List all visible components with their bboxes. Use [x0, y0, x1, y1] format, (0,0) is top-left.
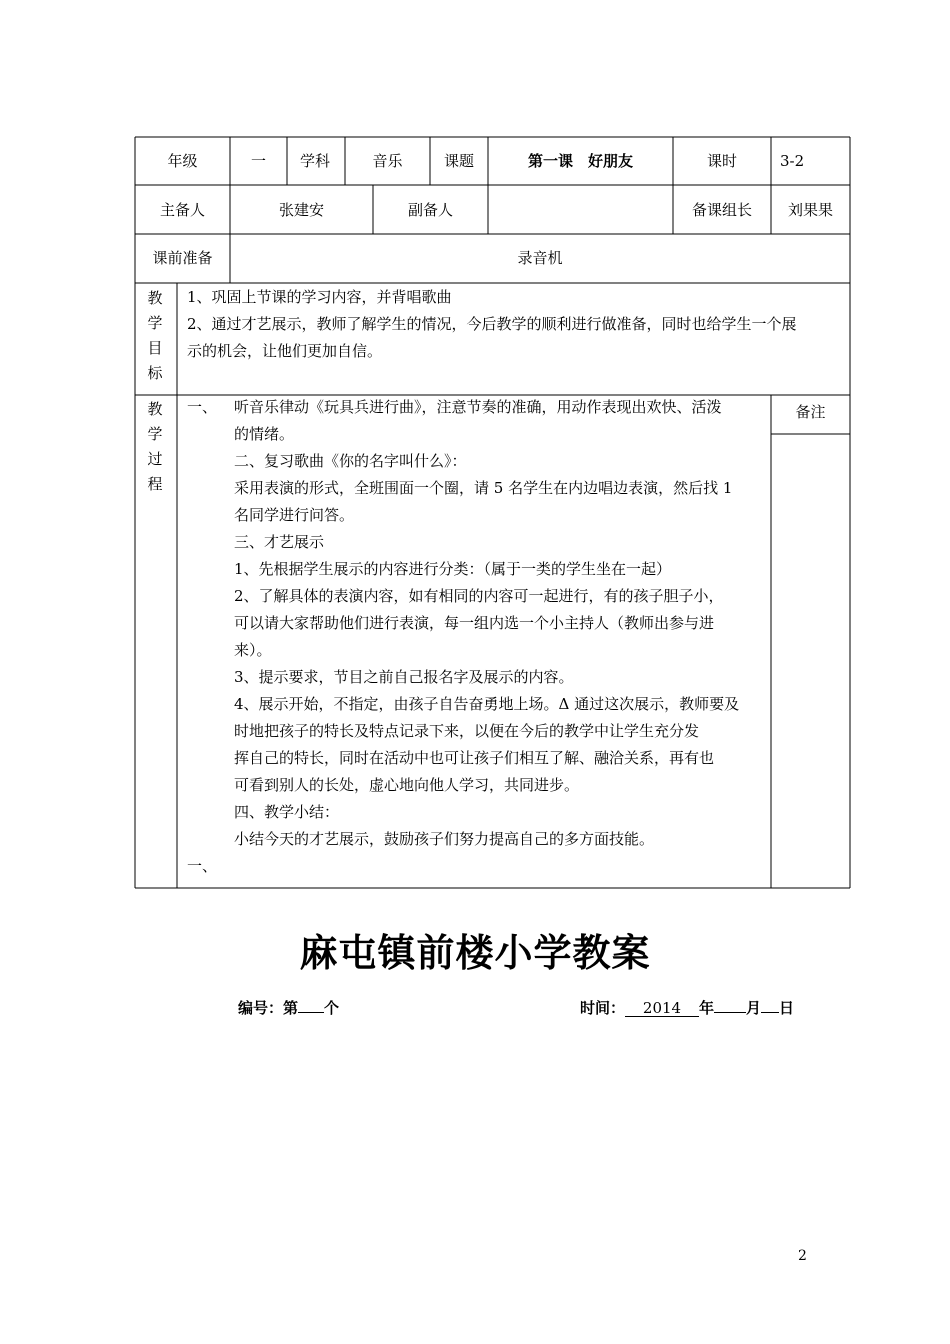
remarks-label: 备注: [795, 403, 826, 421]
topic-value: 第一课 好朋友: [527, 152, 633, 170]
group-leader-label: 备课组长: [691, 201, 752, 219]
document-title: 麻屯镇前楼小学教案: [299, 931, 651, 975]
goals-line: 1、巩固上节课的学习内容，并背唱歌曲: [187, 288, 452, 306]
process-label-char: 过: [147, 450, 163, 468]
year-value: 2014: [625, 999, 699, 1017]
month-unit: 月: [746, 999, 762, 1017]
preparation-label: 课前准备: [152, 249, 213, 267]
month-blank: [714, 995, 746, 1013]
goals-label-char: 目: [147, 339, 163, 357]
process-line: [187, 394, 767, 421]
process-line: 来）。: [234, 641, 272, 659]
number-suffix: 个: [324, 999, 340, 1017]
subject-value: 音乐: [372, 152, 403, 170]
process-line: 1、先根据学生展示的内容进行分类：（属于一类的学生坐在一起）: [234, 560, 672, 578]
process-line: 小结今天的才艺展示，鼓励孩子们努力提高自己的多方面技能。: [234, 830, 655, 848]
group-leader-value: 刘果果: [787, 201, 833, 219]
goals-label-char: 标: [147, 364, 163, 382]
goals-line: 2、通过才艺展示，教师了解学生的情况，今后教学的顺利进行做准备，同时也给学生一个展: [187, 315, 797, 333]
process-line: 采用表演的形式，全班围面一个圈，请 5 名学生在内边唱边表演，然后找 1: [234, 479, 733, 497]
process-label-char: 学: [147, 425, 163, 443]
process-line: 的情绪。: [234, 425, 295, 443]
goals-label: [145, 286, 165, 386]
preparation-value: 录音机: [517, 249, 563, 267]
day-blank: [761, 995, 779, 1013]
subject-label: 学科: [300, 152, 331, 170]
deputy-preparer-label: 副备人: [407, 201, 453, 219]
process-first-text: 听音乐律动《玩具兵进行曲》，注意节奏的准确，用动作表现出欢快、活泼: [234, 398, 722, 416]
document-number: [238, 995, 339, 1018]
day-unit: 日: [779, 999, 795, 1017]
goals-content: [187, 284, 847, 365]
process-last-marker: 一、: [187, 857, 218, 875]
process-line: 3、提示要求，节目之前自己报名字及展示的内容。: [234, 668, 574, 686]
process-label-char: 教: [147, 400, 163, 418]
process-first-marker: 一、: [187, 398, 218, 416]
process-label-char: 程: [147, 475, 163, 493]
process-line: 4、展示开始，不指定，由孩子自告奋勇地上场。Δ 通过这次展示，教师要及: [234, 695, 740, 713]
period-value: 3-2: [780, 152, 805, 170]
goals-label-char: 教: [147, 289, 163, 307]
process-line: 四、教学小结：: [234, 803, 340, 821]
goals-line: 示的机会，让他们更加自信。: [187, 342, 383, 360]
process-line: 三、才艺展示: [234, 533, 325, 551]
process-line: 2、了解具体的表演内容，如有相同的内容可一起进行，有的孩子胆子小，: [234, 587, 724, 605]
main-preparer-label: 主备人: [159, 201, 205, 219]
process-line: 可看到别人的长处，虚心地向他人学习，共同进步。: [234, 776, 580, 794]
main-preparer-value: 张建安: [278, 201, 324, 219]
period-label: 课时: [706, 152, 737, 170]
process-label: [145, 397, 165, 497]
topic-label: 课题: [443, 152, 474, 170]
document-date: [580, 995, 794, 1018]
process-line: 名同学进行问答。: [234, 506, 355, 524]
process-line: 挥自己的特长，同时在活动中也可让孩子们相互了解、融洽关系，再有也: [234, 749, 715, 767]
grade-value: 一: [250, 152, 266, 170]
page-number: 2: [798, 1248, 807, 1264]
year-unit: 年: [699, 999, 715, 1017]
process-line: 可以请大家帮助他们进行表演，每一组内选一个小主持人（教师出参与进: [234, 614, 715, 632]
grade-label: 年级: [167, 152, 198, 170]
goals-label-char: 学: [147, 314, 163, 332]
number-prefix: 编号：第: [238, 999, 299, 1017]
process-line: 二、复习歌曲《你的名字叫什么》：: [234, 452, 467, 470]
process-content: [187, 394, 767, 880]
process-line: 时地把孩子的特长及特点记录下来，以便在今后的教学中让学生充分发: [234, 722, 700, 740]
time-prefix: 时间：: [580, 999, 626, 1017]
number-blank: [298, 995, 324, 1013]
